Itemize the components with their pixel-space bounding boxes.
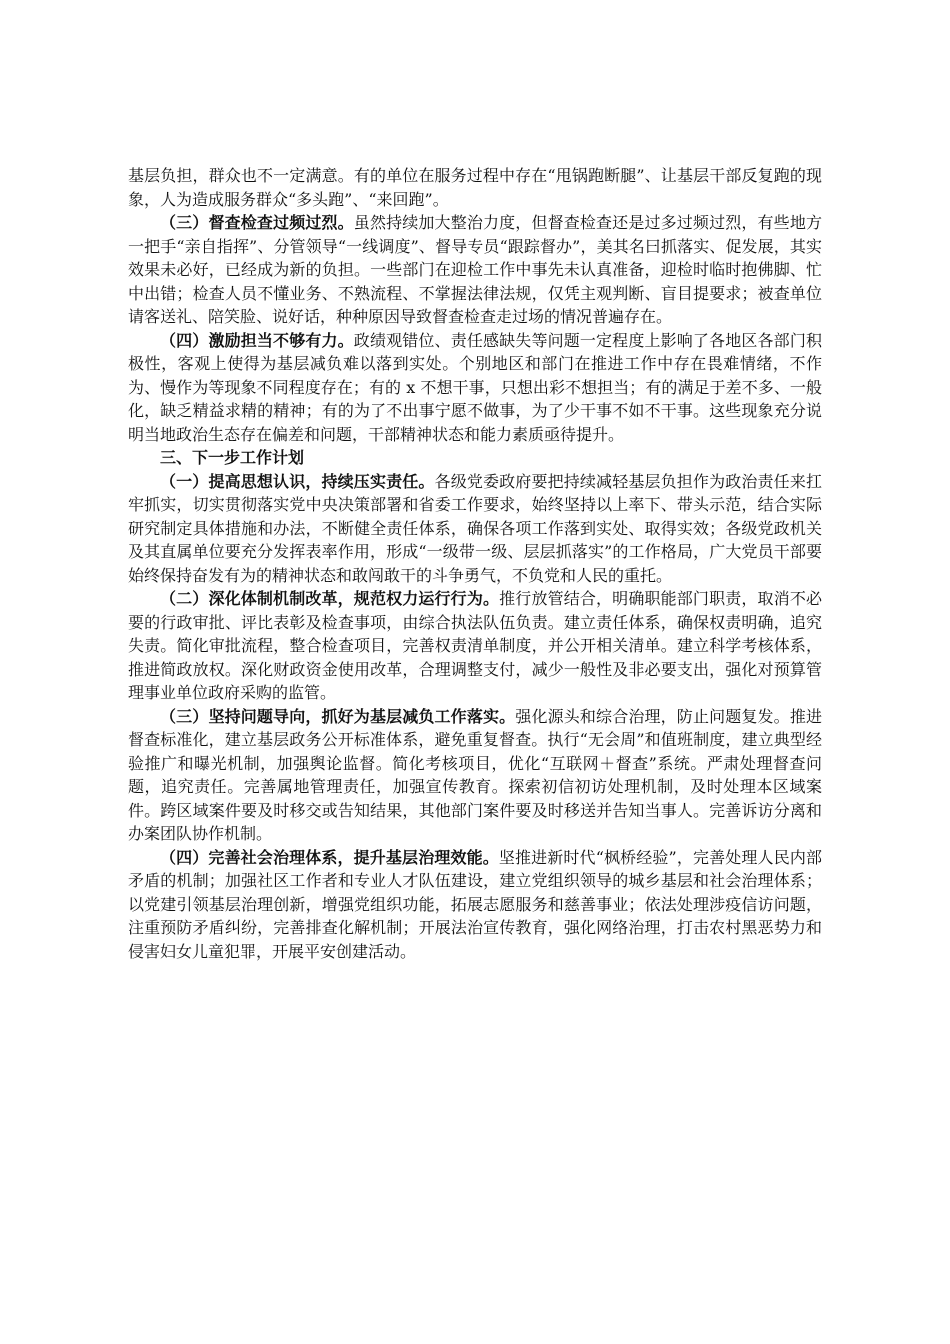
paragraph-body: 基层负担，群众也不一定满意。有的单位在服务过程中存在“甩锅跑断腿”、让基层干部反复跑的现象，人为造成服务群众“多头跑”、“来回跑”。	[128, 166, 822, 209]
paragraph-plan-3	[128, 705, 822, 846]
paragraph-continuation	[128, 164, 822, 211]
paragraph-lead: （四）激励担当不够有力。	[160, 330, 354, 350]
paragraph-lead: （一）提高思想认识，持续压实责任。	[160, 471, 435, 491]
paragraph-lead: （三）督查检查过频过烈。	[160, 213, 354, 232]
paragraph-body: 各级党委政府要把持续减轻基层负担作为政治责任来扛牢抓实，切实贯彻落实党中央决策部署和省委工作要求，始终坚持以上率下、带头示范，结合实际研究制定具体措施和办法，不断健全责任体系，确保各项工作落到实处、取得实效；各级党政机关及其直属单位要充分发挥表率作用，形成“一级带一级、层层抓落实”的工作格局，广大党员干部要始终保持奋发有为的精神状态和敢闯敢干的斗争勇气，不负党和人民的重托。	[128, 471, 822, 585]
paragraph-plan-4	[128, 846, 822, 964]
paragraph-body: 推行放管结合，明确职能部门职责，取消不必要的行政审批、评比表彰及检查事项，由综合执法队伍负责。建立责任体系，确保权责明确，追究失责。简化审批流程，整合检查项目，完善权责清单制度，并公开相关清单。建立科学考核体系，推进简政放权。深化财政资金使用改革，合理调整支付，减少一般性及非必要支出，强化对预算管理事业单位政府采购的监管。	[128, 589, 822, 702]
paragraph-lead: （三）坚持问题导向，抓好为基层减负工作落实。	[160, 706, 516, 726]
paragraph-body: 坚推进新时代“枫桥经验”，完善处理人民内部矛盾的机制；加强社区工作者和专业人才队伍建设，建立党组织领导的城乡基层和社会治理体系；以党建引领基层治理创新，增强党组织功能，拓展志愿服务和慈善事业；依法处理涉疫信访问题，注重预防矛盾纠纷，完善排查化解机制；开展法治宣传教育，强化网络治理，打击农村黑恶势力和侵害妇女儿童犯罪，开展平安创建活动。	[128, 847, 822, 961]
paragraph-plan-1	[128, 470, 822, 588]
section-heading: 三、下一步工作计划	[160, 448, 305, 467]
paragraph-incentive	[128, 329, 822, 447]
paragraph-lead: （四）完善社会治理体系，提升基层治理效能。	[160, 847, 499, 867]
paragraph-plan-2	[128, 587, 822, 705]
paragraph-body: 虽然持续加大整治力度，但督查检查还是过多过频过烈，有些地方一把手“亲自指挥”、分管领导“一线调度”、督导专员“跟踪督办”，美其名曰抓落实、促发展，其实效果未必好，已经成为新的负担。一些部门在迎检工作中事先未认真准备，迎检时临时抱佛脚、忙中出错；检查人员不懂业务、不熟流程、不掌握法律法规，仅凭主观判断、盲目提要求；被查单位请客送礼、陪笑脸、说好话，种种原因导致督查检查走过场的情况普遍存在。	[128, 213, 822, 326]
paragraph-oversight-inspection	[128, 211, 822, 329]
document-page	[128, 164, 822, 963]
paragraph-lead: （二）深化体制机制改革，规范权力运行行为。	[160, 589, 500, 608]
paragraph-body: 强化源头和综合治理，防止问题复发。推进督查标准化，建立基层政务公开标准体系，避免重复督查。执行“无会周”和值班制度，建立典型经验推广和曝光机制，加强舆论监督。简化考核项目，优化“互联网＋督查”系统。严肃处理督查问题，追究责任。完善属地管理责任，加强宣传教育。探索初信初访处理机制，及时处理本区域案件。跨区域案件要及时移交或告知结果，其他部门案件要及时移送并告知当事人。完善诉访分离和办案团队协作机制。	[128, 706, 822, 843]
paragraph-body: 政绩观错位、责任感缺失等问题一定程度上影响了各地区各部门积极性，客观上使得为基层减负难以落到实处。个别地区和部门在推进工作中存在畏难情绪，不作为、慢作为等现象不同程度存在；有的 x 不想干事，只想出彩不想担当；有的满足于差不多、一般化，缺乏精益求精的精神；有的为了不出事宁愿不做事，为了少干事不如不干事。这些现象充分说明当地政治生态存在偏差和问题，干部精神状态和能力素质亟待提升。	[128, 330, 822, 444]
